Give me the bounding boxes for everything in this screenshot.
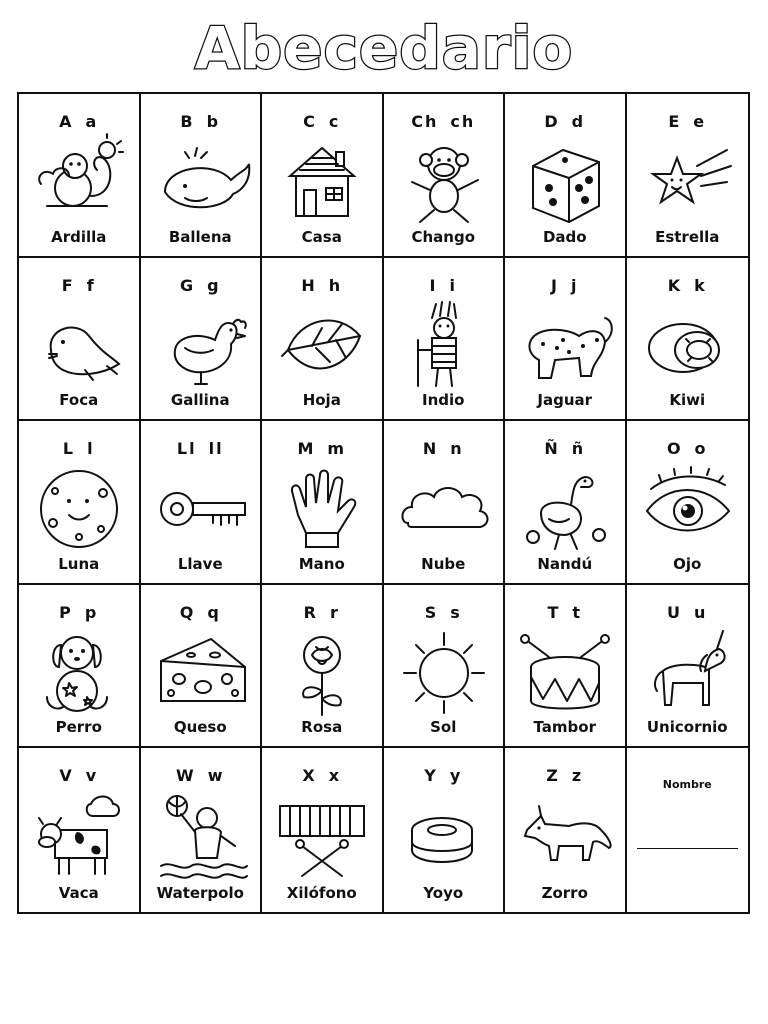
star-icon (641, 136, 733, 224)
lowercase-letter: w (207, 766, 225, 786)
monkey-icon (398, 136, 490, 224)
letter-pair (505, 276, 625, 295)
uppercase-letter: S (424, 602, 439, 622)
letter-card-queso (141, 585, 263, 749)
letter-card-indio (384, 258, 506, 422)
lowercase-letter: k (694, 275, 707, 295)
cheese-icon (155, 627, 247, 715)
uppercase-letter: K (667, 275, 683, 295)
lowercase-letter: h (328, 275, 343, 295)
uppercase-letter: V (59, 766, 74, 786)
word-label: Hoja (302, 391, 341, 410)
cloud-icon (398, 463, 490, 551)
letter-pair (262, 276, 382, 295)
lowercase-letter: l (87, 439, 95, 459)
dog-icon (33, 627, 125, 715)
word-label: Xilófono (286, 884, 357, 902)
letter-pair (384, 112, 504, 131)
lowercase-letter: u (694, 602, 708, 622)
lowercase-letter: x (328, 766, 342, 786)
uppercase-letter: L (62, 439, 76, 459)
letter-card-rosa (262, 585, 384, 749)
letter-card-mano (262, 421, 384, 585)
drum-icon (519, 627, 611, 715)
uppercase-letter: Ll (176, 439, 197, 459)
letter-pair (505, 112, 625, 131)
word-label: Dado (542, 227, 587, 246)
uppercase-letter: E (668, 112, 682, 131)
letter-pair (627, 276, 749, 295)
letter-card-estrella (627, 94, 749, 258)
uppercase-letter: Z (546, 766, 560, 786)
uppercase-letter: W (176, 766, 196, 786)
sun-icon (398, 627, 490, 715)
uppercase-letter: X (302, 766, 317, 786)
uppercase-letter: Ch (411, 112, 439, 131)
word-label: Waterpolo (156, 884, 244, 902)
letter-pair (262, 112, 382, 131)
lowercase-letter: v (85, 766, 99, 786)
letter-pair (19, 603, 139, 622)
uppercase-letter: J (551, 275, 559, 295)
uppercase-letter: N (422, 439, 439, 459)
kiwi-icon (641, 300, 733, 388)
uppercase-letter: T (547, 602, 561, 622)
word-label: Jaguar (537, 391, 593, 410)
letter-pair (627, 112, 749, 131)
lowercase-letter: a (85, 112, 99, 131)
lowercase-letter: i (449, 275, 457, 295)
cow-icon (33, 790, 125, 878)
page-title: Abecedario (194, 14, 574, 82)
letter-card-tambor (505, 585, 627, 749)
word-label: Tambor (533, 718, 596, 737)
uppercase-letter: Q (179, 602, 196, 622)
letter-card-gallina (141, 258, 263, 422)
waterpolo-icon (155, 790, 247, 878)
uppercase-letter: H (301, 275, 317, 295)
lowercase-letter: f (86, 275, 96, 295)
lowercase-letter: p (84, 602, 99, 622)
letter-card-ojo (627, 421, 749, 585)
lowercase-letter: c (328, 112, 341, 131)
lowercase-letter: j (570, 275, 579, 295)
letter-pair (19, 766, 139, 785)
letter-card-llave (141, 421, 263, 585)
lowercase-letter: ll (208, 439, 224, 459)
letter-pair (141, 603, 261, 622)
person-icon (398, 300, 490, 388)
word-label: Kiwi (669, 391, 706, 410)
eye-icon (641, 463, 733, 551)
letter-card-foca (19, 258, 141, 422)
lowercase-letter: m (327, 439, 347, 459)
hand-icon (276, 463, 368, 551)
uppercase-letter: Ñ (544, 439, 560, 459)
word-label: Casa (301, 227, 342, 246)
letter-card-nube (384, 421, 506, 585)
lowercase-letter: r (329, 602, 340, 622)
word-label: Luna (58, 554, 100, 573)
unicorn-icon (641, 627, 733, 715)
letter-pair (384, 439, 504, 458)
letter-pair (141, 439, 261, 458)
letter-card-hoja (262, 258, 384, 422)
word-label: Rosa (301, 718, 343, 737)
lowercase-letter: g (207, 275, 221, 295)
lowercase-letter: e (693, 112, 707, 131)
letter-pair (19, 112, 139, 131)
word-label: Ardilla (51, 227, 107, 246)
word-label: Estrella (655, 227, 720, 246)
letter-card-perro (19, 585, 141, 749)
yoyo-icon (398, 790, 490, 878)
letter-pair (262, 766, 382, 785)
letter-pair (505, 766, 625, 785)
lowercase-letter: n (450, 439, 464, 459)
uppercase-letter: O (666, 439, 683, 459)
letter-card-casa (262, 94, 384, 258)
letter-pair (141, 766, 261, 785)
word-label: Queso (173, 718, 227, 737)
uppercase-letter: I (429, 275, 438, 295)
letter-card-xilófono (262, 748, 384, 912)
uppercase-letter: M (297, 439, 316, 459)
word-label: Ojo (673, 554, 702, 573)
name-cell (627, 748, 749, 912)
lowercase-letter: q (207, 602, 221, 622)
lowercase-letter: ch (450, 112, 476, 131)
xylophone-icon (276, 790, 368, 878)
word-label: Chango (411, 227, 476, 246)
word-label: Foca (59, 391, 99, 410)
hen-icon (155, 300, 247, 388)
uppercase-letter: A (59, 112, 74, 131)
word-label: Vaca (58, 884, 99, 902)
letter-pair (505, 603, 625, 622)
rose-icon (276, 627, 368, 715)
uppercase-letter: F (61, 275, 75, 295)
letter-card-ballena (141, 94, 263, 258)
uppercase-letter: P (59, 602, 73, 622)
squirrel-icon (33, 136, 125, 224)
lowercase-letter: z (571, 766, 584, 786)
word-label: Nandú (537, 554, 593, 573)
uppercase-letter: G (179, 275, 196, 295)
word-label: Mano (298, 554, 345, 573)
word-label: Nube (421, 554, 466, 573)
word-label: Zorro (541, 884, 588, 902)
word-label: Sol (430, 718, 457, 737)
letter-card-kiwi (627, 258, 749, 422)
letter-card-waterpolo (141, 748, 263, 912)
moon-icon (33, 463, 125, 551)
word-label: Gallina (170, 391, 230, 410)
lowercase-letter: t (572, 602, 583, 622)
name-label: Nombre (662, 778, 712, 792)
leaf-icon (276, 300, 368, 388)
letter-card-dado (505, 94, 627, 258)
letter-pair (262, 439, 382, 458)
letter-pair (141, 276, 261, 295)
letter-card-chango (384, 94, 506, 258)
letter-card-luna (19, 421, 141, 585)
letter-pair (19, 276, 139, 295)
jaguar-icon (519, 300, 611, 388)
key-icon (155, 463, 247, 551)
letter-pair (505, 439, 625, 458)
whale-icon (155, 136, 247, 224)
letter-card-vaca (19, 748, 141, 912)
alphabet-grid (17, 92, 750, 914)
letter-pair (384, 766, 504, 785)
fox-icon (519, 790, 611, 878)
letter-card-jaguar (505, 258, 627, 422)
uppercase-letter: D (544, 112, 560, 131)
lowercase-letter: d (571, 112, 586, 131)
lowercase-letter: ñ (571, 439, 586, 459)
lowercase-letter: b (206, 112, 221, 131)
uppercase-letter: Y (424, 766, 438, 786)
name-write-line[interactable] (637, 848, 739, 849)
seal-icon (33, 300, 125, 388)
uppercase-letter: R (303, 602, 318, 622)
word-label: Yoyo (423, 884, 464, 902)
word-label: Ballena (168, 227, 232, 246)
letter-pair (384, 603, 504, 622)
letter-card-zorro (505, 748, 627, 912)
letter-pair (627, 603, 749, 622)
letter-pair (19, 439, 139, 458)
bird-icon (519, 463, 611, 551)
word-label: Unicornio (646, 718, 728, 737)
letter-card-nandú (505, 421, 627, 585)
letter-card-yoyo (384, 748, 506, 912)
uppercase-letter: U (667, 602, 683, 622)
letter-pair (384, 276, 504, 295)
word-label: Llave (177, 554, 223, 573)
house-icon (276, 136, 368, 224)
dice-icon (519, 136, 611, 224)
lowercase-letter: o (694, 439, 708, 459)
letter-pair (141, 112, 261, 131)
word-label: Indio (422, 391, 465, 410)
lowercase-letter: s (450, 602, 462, 622)
word-label: Perro (55, 718, 102, 737)
uppercase-letter: B (180, 112, 195, 131)
lowercase-letter: y (449, 766, 463, 786)
letter-card-unicornio (627, 585, 749, 749)
uppercase-letter: C (303, 112, 317, 131)
letter-pair (627, 439, 749, 458)
letter-card-ardilla (19, 94, 141, 258)
letter-pair (262, 603, 382, 622)
letter-card-sol (384, 585, 506, 749)
